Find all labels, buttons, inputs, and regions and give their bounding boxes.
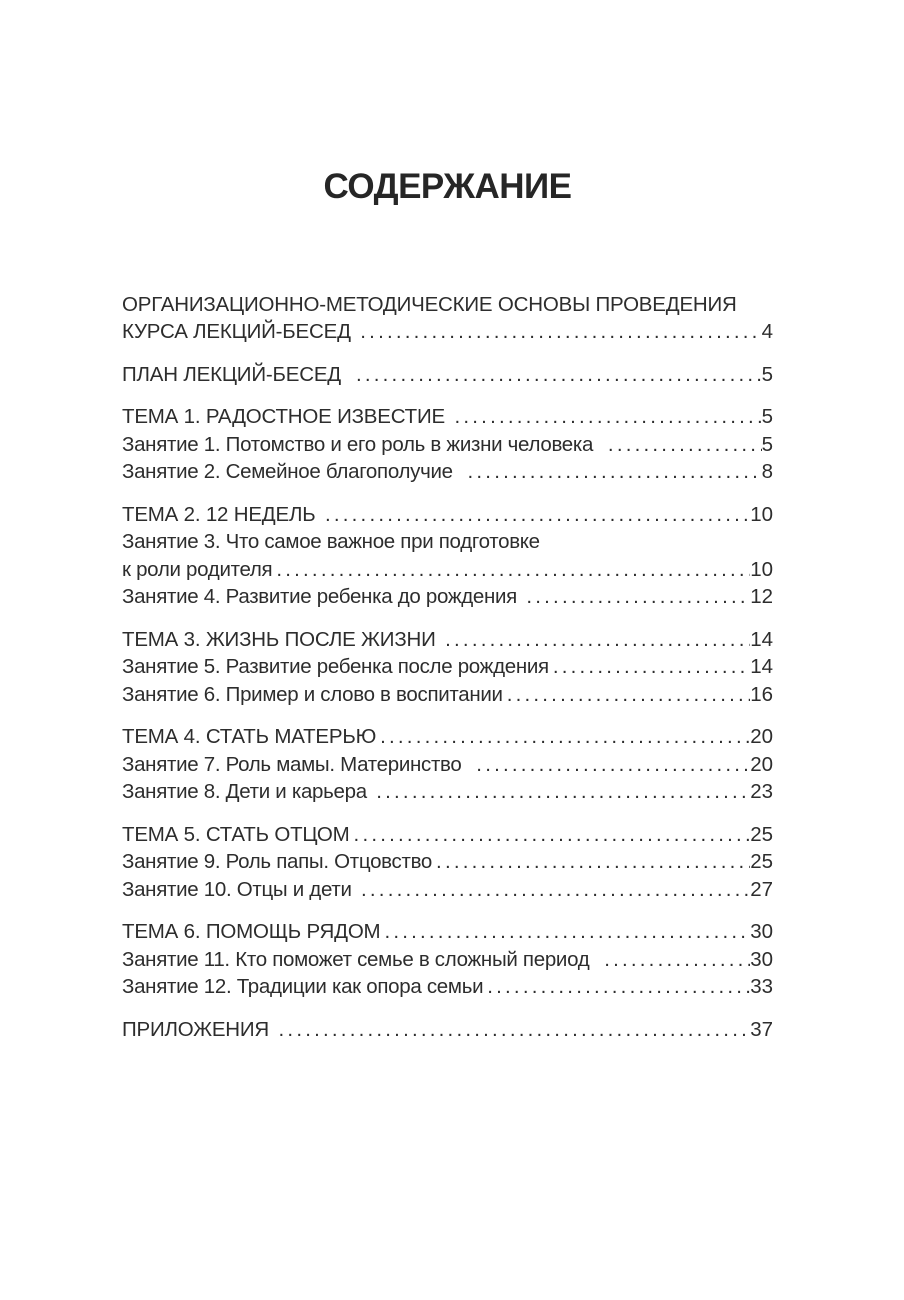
toc-entry-text: Занятие 5. Развитие ребенка после рождения [122, 655, 549, 678]
toc-entry-text: ТЕМА 6. ПОМОЩЬ РЯДОМ [122, 920, 381, 943]
toc-page-number: 27 [750, 877, 773, 901]
toc-entry [122, 848, 773, 876]
toc-entry-text: Занятие 12. Традиции как опора семьи [122, 975, 484, 998]
dot-leader [384, 918, 750, 946]
toc-group [122, 361, 773, 389]
toc-page-number: 14 [750, 627, 773, 651]
toc-entry [122, 946, 773, 974]
dot-leader [604, 946, 750, 974]
toc-entry [122, 501, 773, 529]
toc-page-number: 8 [761, 460, 773, 483]
toc-group [122, 918, 773, 1001]
toc-entry [122, 876, 773, 904]
toc-entry-text: Занятие 2. Семейное благополучие [122, 460, 464, 483]
toc-group [122, 821, 773, 904]
toc-page-number: 30 [750, 947, 773, 971]
toc-page-number: 14 [750, 655, 773, 678]
dot-leader [356, 361, 762, 389]
toc-page-number: 20 [750, 725, 773, 748]
dot-leader [455, 403, 762, 431]
toc-entry [122, 681, 773, 709]
toc-entry-text: ПЛАН ЛЕКЦИЙ-БЕСЕД [122, 362, 352, 386]
dot-leader [279, 1016, 751, 1044]
toc-entry-text: КУРСА ЛЕКЦИЙ-БЕСЕД [122, 320, 357, 343]
toc-page-number: 4 [761, 320, 773, 343]
toc-page-number: 5 [761, 432, 773, 456]
dot-leader [487, 973, 750, 1001]
toc-page-number: 25 [750, 822, 773, 846]
toc-page-number: 37 [750, 1017, 773, 1041]
toc-page-number: 16 [750, 682, 773, 706]
dot-leader [526, 583, 750, 611]
dot-leader [507, 681, 750, 709]
toc-page-number: 30 [750, 920, 773, 943]
toc-group [122, 291, 773, 346]
toc-entry [122, 653, 773, 681]
toc-entry [122, 723, 773, 751]
toc-entry [122, 583, 773, 611]
toc-entry-text: ТЕМА 3. ЖИЗНЬ ПОСЛЕ ЖИЗНИ [122, 627, 442, 651]
toc-group [122, 501, 773, 611]
toc-entry [122, 918, 773, 946]
toc-entry [122, 751, 773, 779]
toc-page-number: 20 [750, 752, 773, 776]
dot-leader [445, 626, 750, 654]
toc-entry-text: к роли родителя [122, 557, 273, 581]
toc-entry-text: ТЕМА 2. 12 НЕДЕЛЬ [122, 502, 321, 526]
dot-leader [476, 751, 750, 779]
toc-entry-text: Занятие 6. Пример и слово в воспитании [122, 682, 503, 706]
toc-entry [122, 458, 773, 486]
dot-leader [354, 821, 751, 849]
toc-group [122, 626, 773, 709]
toc-entry [122, 318, 773, 346]
dot-leader [608, 431, 762, 459]
toc-group [122, 403, 773, 486]
dot-leader [553, 653, 750, 681]
toc-page-number: 5 [761, 362, 773, 386]
toc-page-number: 10 [750, 557, 773, 581]
toc-entry [122, 291, 773, 319]
toc-page-number: 23 [750, 780, 773, 803]
toc-entry-text: ТЕМА 5. СТАТЬ ОТЦОМ [122, 822, 350, 846]
page-title: СОДЕРЖАНИЕ [323, 167, 572, 206]
toc-entry-text: Занятие 10. Отцы и дети [122, 877, 358, 901]
toc-page-number: 5 [761, 405, 773, 428]
toc-entry [122, 361, 773, 389]
toc-entry-text: ОРГАНИЗАЦИОННО-МЕТОДИЧЕСКИЕ ОСНОВЫ ПРОВЕДЕНИЯ [122, 292, 737, 316]
toc-entry [122, 973, 773, 1001]
toc-entry [122, 431, 773, 459]
toc-entry [122, 821, 773, 849]
toc-entry-text: Занятие 1. Потомство и его роль в жизни человека [122, 432, 604, 456]
toc-entry-text: Занятие 3. Что самое важное при подготовке [122, 530, 540, 553]
toc-entry [122, 556, 773, 584]
dot-leader [380, 723, 750, 751]
toc-entry-text: ТЕМА 1. РАДОСТНОЕ ИЗВЕСТИЕ [122, 405, 451, 428]
toc-entry-text: Занятие 4. Развитие ребенка до рождения [122, 585, 523, 608]
toc-entry-text: Занятие 8. Дети и карьера [122, 780, 373, 803]
toc-entry [122, 528, 773, 556]
toc-list [122, 291, 773, 1044]
toc-entry [122, 1016, 773, 1044]
toc-entry-text: Занятие 9. Роль папы. Отцовство [122, 850, 433, 873]
toc-page-number: 25 [750, 850, 773, 873]
toc-entry-text: ТЕМА 4. СТАТЬ МАТЕРЬЮ [122, 725, 377, 748]
dot-leader [468, 458, 762, 486]
toc-group [122, 1016, 773, 1044]
toc-entry [122, 626, 773, 654]
dot-leader [376, 778, 750, 806]
toc-page-number: 33 [750, 975, 773, 998]
dot-leader [360, 318, 761, 346]
toc-entry-text: ПРИЛОЖЕНИЯ [122, 1017, 275, 1041]
dot-leader [276, 556, 750, 584]
toc-page-number: 12 [750, 585, 773, 608]
toc-entry-text: Занятие 11. Кто поможет семье в сложный период [122, 947, 601, 971]
dot-leader [361, 876, 750, 904]
toc-entry-text: Занятие 7. Роль мамы. Материнство [122, 752, 473, 776]
toc-page-number: 10 [750, 502, 773, 526]
dot-leader [325, 501, 750, 529]
toc-group [122, 723, 773, 806]
toc-entry [122, 403, 773, 431]
dot-leader [436, 848, 750, 876]
toc-entry [122, 778, 773, 806]
